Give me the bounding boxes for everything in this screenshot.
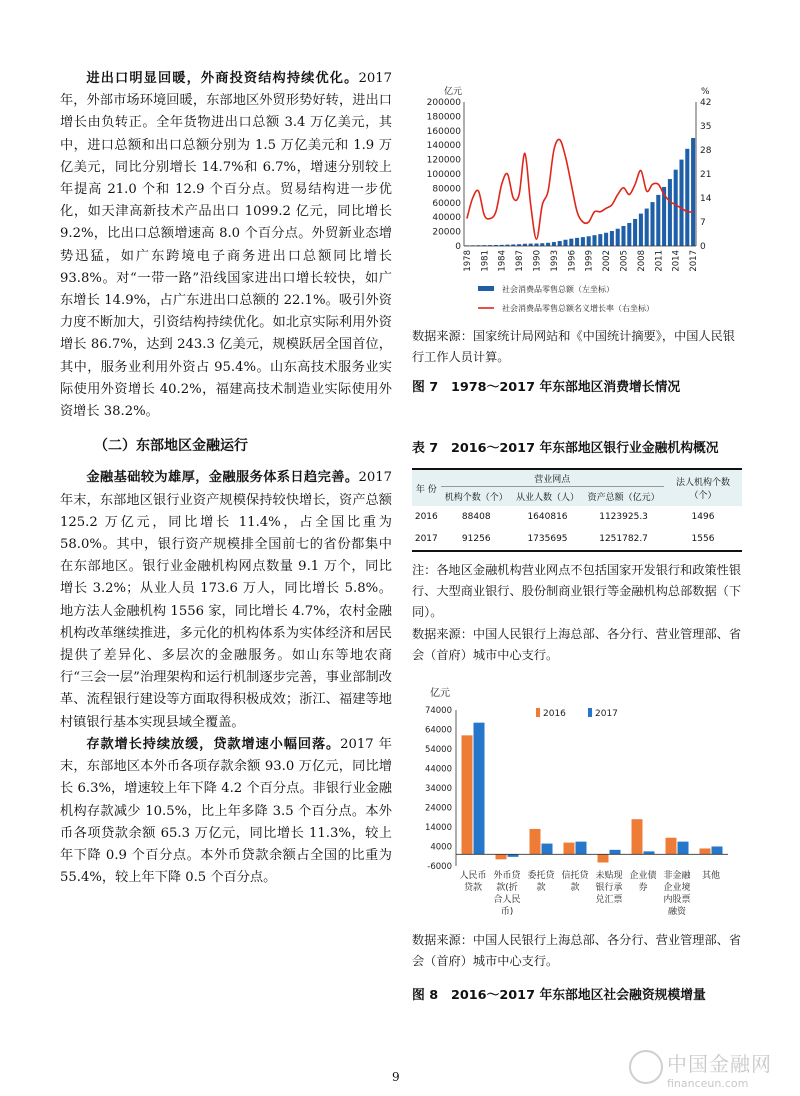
paragraph-deposits xyxy=(60,734,392,889)
x-tick-label-line: 非金融 xyxy=(663,871,691,881)
y-tick-label: 140000 xyxy=(426,141,461,152)
y-tick-label: 21 xyxy=(700,170,712,180)
table-cell: 2016 xyxy=(414,512,438,522)
bar xyxy=(633,219,637,246)
bar xyxy=(674,170,678,246)
x-tick-label-line: 外币贷 xyxy=(493,871,521,881)
table7-caption: 表 7 2016～2017 年东部地区银行业金融机构概况 xyxy=(412,441,719,456)
bar xyxy=(668,179,672,246)
bar xyxy=(632,819,643,854)
bar xyxy=(474,723,485,855)
bar xyxy=(610,850,621,854)
x-tick-label: 1984 xyxy=(497,250,508,272)
x-tick-label xyxy=(663,869,691,917)
bar xyxy=(598,234,602,246)
y-tick-label: 54000 xyxy=(424,745,452,755)
bar xyxy=(564,843,575,855)
x-tick-label: 2002 xyxy=(602,250,613,272)
y-tick-label: -6000 xyxy=(427,862,452,872)
y-tick-label: 14000 xyxy=(424,823,452,833)
table-cell: 1556 xyxy=(664,528,742,551)
x-tick-label-line: 企业境 xyxy=(663,883,691,893)
table7-note: 注：各地区金融机构营业网点不包括国家开发银行和政策性银行、大型商业银行、股份制商业银行等金融机构总部数据（下同）。 xyxy=(412,563,742,619)
y-axis-label: 亿元 xyxy=(444,87,463,97)
bar xyxy=(581,237,585,246)
x-tick-label: 1981 xyxy=(480,250,491,272)
legend-label: 2017 xyxy=(595,709,618,719)
bar xyxy=(678,842,689,855)
y-tick-label: 74000 xyxy=(424,706,452,716)
x-tick-label: 2005 xyxy=(619,250,630,272)
legend-label: 社会消费品零售总额（左坐标） xyxy=(502,285,614,294)
x-tick-label xyxy=(629,869,656,893)
bar xyxy=(639,214,643,246)
bar xyxy=(644,851,655,854)
table-header-branches: 营业网点 xyxy=(441,469,664,487)
y-tick-label: 64000 xyxy=(424,725,452,736)
y-tick-label: 20000 xyxy=(432,227,461,238)
y-tick-label: 42 xyxy=(700,98,712,108)
paragraph-body: 2017 年末，东部地区本外币各项存款余额 93.0 万亿元，同比增长 6.3%，增速较上年下降 4.2 个百分点。非银行业金融机构存款减少 10.5%，比上年多降 3.5 个百分点。本外币各项贷款余额 65.3 万亿元，同比增长 11.3%，较上年下降 0.9 个百分点。本外币贷款余额占全国的比重为 55.4%，较上年下降 0.5 个百分点。 xyxy=(60,736,392,886)
x-tick-label-line: 款(折 xyxy=(496,883,518,893)
table-cell: 1496 xyxy=(691,512,715,522)
x-tick-label: 1978 xyxy=(462,250,473,272)
y-tick-label: 60000 xyxy=(432,198,461,209)
x-tick-label-line: 其他 xyxy=(701,871,721,881)
bar xyxy=(540,243,544,246)
section-title: （二）东部地区金融运行 xyxy=(94,438,248,455)
legend-swatch xyxy=(536,708,540,717)
x-tick-label-line: 币) xyxy=(500,907,514,917)
x-tick-label xyxy=(595,869,622,905)
watermark-logo-icon xyxy=(629,1050,663,1084)
table-cell: 88408 xyxy=(461,512,491,522)
legend-swatch xyxy=(478,286,494,291)
x-tick-label-line: 款 xyxy=(570,883,580,893)
y-tick-label: 80000 xyxy=(432,184,461,195)
y-tick-label: 14 xyxy=(700,194,712,204)
bar xyxy=(569,239,573,246)
x-tick-label-line: 委托贷 xyxy=(527,871,555,881)
table-row xyxy=(412,528,742,551)
x-tick-label xyxy=(527,869,555,893)
y-tick-label: 160000 xyxy=(426,126,461,137)
x-tick-label-line: 内股票 xyxy=(663,895,691,905)
fig7-source: 数据来源：国家统计局网站和《中国统计摘要》，中国人民银行工作人员计算。 xyxy=(412,329,735,364)
bar xyxy=(691,138,695,246)
y-axis-label: % xyxy=(701,87,710,97)
x-tick-label: 2017 xyxy=(689,250,700,272)
watermark xyxy=(667,1048,772,1090)
x-tick-label-line: 人民币 xyxy=(459,871,487,881)
table-cell: 1640816 xyxy=(527,512,568,522)
y-tick-label: 100000 xyxy=(426,170,461,180)
table-cell: 1735695 xyxy=(512,528,583,551)
bar xyxy=(700,848,711,854)
paragraph-heading: 存款增长持续放缓，贷款增速小幅回落。 xyxy=(86,736,341,752)
bar xyxy=(621,226,625,246)
bar xyxy=(627,223,631,246)
x-tick-label xyxy=(702,869,720,881)
x-tick-label: 2011 xyxy=(654,249,665,272)
bar xyxy=(679,160,683,246)
table-cell: 1251782.7 xyxy=(583,528,664,551)
x-tick-label: 1990 xyxy=(532,250,543,272)
bar xyxy=(685,149,689,246)
table-header-staff: 从业人数（人） xyxy=(512,487,583,506)
x-tick-label-line: 兑汇票 xyxy=(595,895,623,905)
bar xyxy=(656,195,660,246)
y-tick-label: 28 xyxy=(700,146,712,156)
x-tick-label-line: 合人民 xyxy=(493,895,521,905)
bar xyxy=(616,229,620,246)
bar xyxy=(666,838,677,855)
x-tick-label xyxy=(493,869,521,917)
bar xyxy=(462,735,473,854)
y-tick-label: 40000 xyxy=(432,213,461,224)
x-tick-label xyxy=(561,869,589,893)
y-tick-label: 0 xyxy=(455,242,461,252)
bar xyxy=(604,233,608,246)
table-cell: 1123925.3 xyxy=(599,512,648,522)
bar xyxy=(712,847,723,855)
y-tick-label: 44000 xyxy=(424,764,452,775)
bar xyxy=(610,231,614,246)
table-cell: 2017 xyxy=(412,528,441,551)
financing-chart xyxy=(412,676,742,922)
consumption-chart xyxy=(412,82,732,318)
bar xyxy=(592,235,596,246)
bar xyxy=(496,854,507,859)
y-tick-label: 34000 xyxy=(424,784,452,794)
bar xyxy=(576,842,587,855)
y-tick-label: 200000 xyxy=(426,98,461,108)
x-tick-label-line: 贷款 xyxy=(463,883,483,893)
x-tick-label-line: 信托贷 xyxy=(561,871,589,881)
table-cell: 91256 xyxy=(441,528,512,551)
bar xyxy=(558,241,562,246)
paragraph-body: 2017 年，外部市场环境回暖，东部地区外贸形势好转，进出口增长由负转正。全年货物进出口总额 3.4 万亿美元，其中，进口总额和出口总额分别为 1.5 万亿美元和 1.9 万亿美元，同比分别增长 14.7%和 6.7%，增速分别较上年提高 21.0 个和 12.9 个百分点。贸易结构进一步优化，如天津高新技术产品出口 1099.2 亿元，同比增长 9.2%，比出口总额增速高 8.0 个百分点。外贸新业态增势迅猛，如广东跨境电子商务进出口总额同比增长 93.8%。对“一带一路”沿线国家进出口增长较快，如广东增长 14.9%，占广东进出口总额的 22.1%。吸引外资力度不断加大，引资结构持续优化。如北京实际利用外资增长 86.7%，达到 243.3 亿美元，规模跃居全国首位，其中，服务业利用外资占 95.4%。山东高技术服务业实际使用外资增长 40.2%，福建高技术制造业实际使用外资增长 38.2%。 xyxy=(60,71,392,420)
bar xyxy=(645,209,649,246)
x-tick-label: 2014 xyxy=(671,250,682,272)
x-tick-label-line: 企业债 xyxy=(629,871,657,881)
legend-swatch xyxy=(588,708,592,717)
bar xyxy=(587,236,591,246)
table-header-assets: 资产总额（亿元） xyxy=(583,487,664,506)
paragraph-heading: 金融基础较为雄厚，金融服务体系日趋完善。 xyxy=(86,470,359,486)
watermark-title: 中国金融网 xyxy=(667,1052,772,1076)
y-tick-label: 0 xyxy=(700,242,706,252)
bar xyxy=(546,243,550,246)
y-tick-label: 4000 xyxy=(430,842,452,853)
y-tick-label: 35 xyxy=(700,122,712,132)
watermark-url: financeun.com xyxy=(667,1077,749,1090)
bar xyxy=(552,242,556,246)
bar xyxy=(530,829,541,854)
y-tick-label: 180000 xyxy=(426,112,461,123)
bar xyxy=(650,202,654,246)
y-tick-label: 24000 xyxy=(424,803,452,814)
bar xyxy=(563,240,567,246)
table-header-year: 年 份 xyxy=(412,469,441,506)
x-tick-label-line: 未贴现 xyxy=(595,871,623,881)
y-tick-label: 7 xyxy=(700,218,706,228)
paragraph-heading: 进出口明显回暖，外商投资结构持续优化。 xyxy=(86,71,359,86)
x-tick-label: 2008 xyxy=(636,250,647,272)
paragraph-trade xyxy=(60,68,392,423)
paragraph-finance xyxy=(60,467,392,733)
legend-label: 2016 xyxy=(543,709,566,719)
x-tick-label-line: 券 xyxy=(638,883,648,893)
table7-source: 数据来源：中国人民银行上海总部、各分行、营业管理部、省会（首府）城市中心支行。 xyxy=(412,627,742,662)
left-column xyxy=(60,68,392,889)
bar xyxy=(575,238,579,246)
paragraph-body: 2017 年末，东部地区银行业资产规模保持较快增长，资产总额 125.2 万亿元，同比增长 11.4%，占全国比重为 58.0%。其中，银行资产规模排全国前七的省份都集中在东部地区。银行业金融机构网点数量 9.1 万个，同比增长 3.2%；从业人员 173.6 万人，同比增长 5.8%。地方法人金融机构 1556 家，同比增长 4.7%，农村金融机构改革继续推进，多元化的机构体系为实体经济和居民提供了差异化、多层次的金融服务。如山东等地农商行“三会一层”治理架构和运行机制逐步完善，事业部制改革、流程银行建设等方面取得积极成效；浙江、福建等地村镇银行基本实现县域全覆盖。 xyxy=(60,470,392,730)
fig7-caption: 图 7 1978～2017 年东部地区消费增长情况 xyxy=(412,380,681,395)
x-tick-label: 1987 xyxy=(515,250,526,272)
y-axis-label: 亿元 xyxy=(430,688,450,699)
table-row xyxy=(412,506,742,528)
legend-label: 社会消费品零售总额名义增长率（右坐标） xyxy=(502,304,654,313)
x-tick-label: 1999 xyxy=(584,250,595,272)
x-tick-label-line: 银行承 xyxy=(595,883,623,893)
y-tick-label: 120000 xyxy=(426,155,461,166)
x-tick-label-line: 款 xyxy=(536,883,546,893)
fig8-caption: 图 8 2016～2017 年东部地区社会融资规模增量 xyxy=(412,988,706,1003)
fig8-source: 数据来源：中国人民银行上海总部、各分行、营业管理部、省会（首府）城市中心支行。 xyxy=(412,933,742,968)
x-tick-label: 1993 xyxy=(549,250,560,272)
x-tick-label: 1996 xyxy=(567,250,578,272)
page-number: 9 xyxy=(392,1070,400,1084)
table-header-legal: 法人机构个数（个） xyxy=(664,469,742,506)
bar xyxy=(598,854,609,862)
table-header-count: 机构个数（个） xyxy=(441,487,512,506)
bar xyxy=(542,844,553,855)
table7 xyxy=(412,468,742,552)
x-tick-label xyxy=(459,869,486,893)
x-tick-label-line: 融资 xyxy=(667,907,687,917)
